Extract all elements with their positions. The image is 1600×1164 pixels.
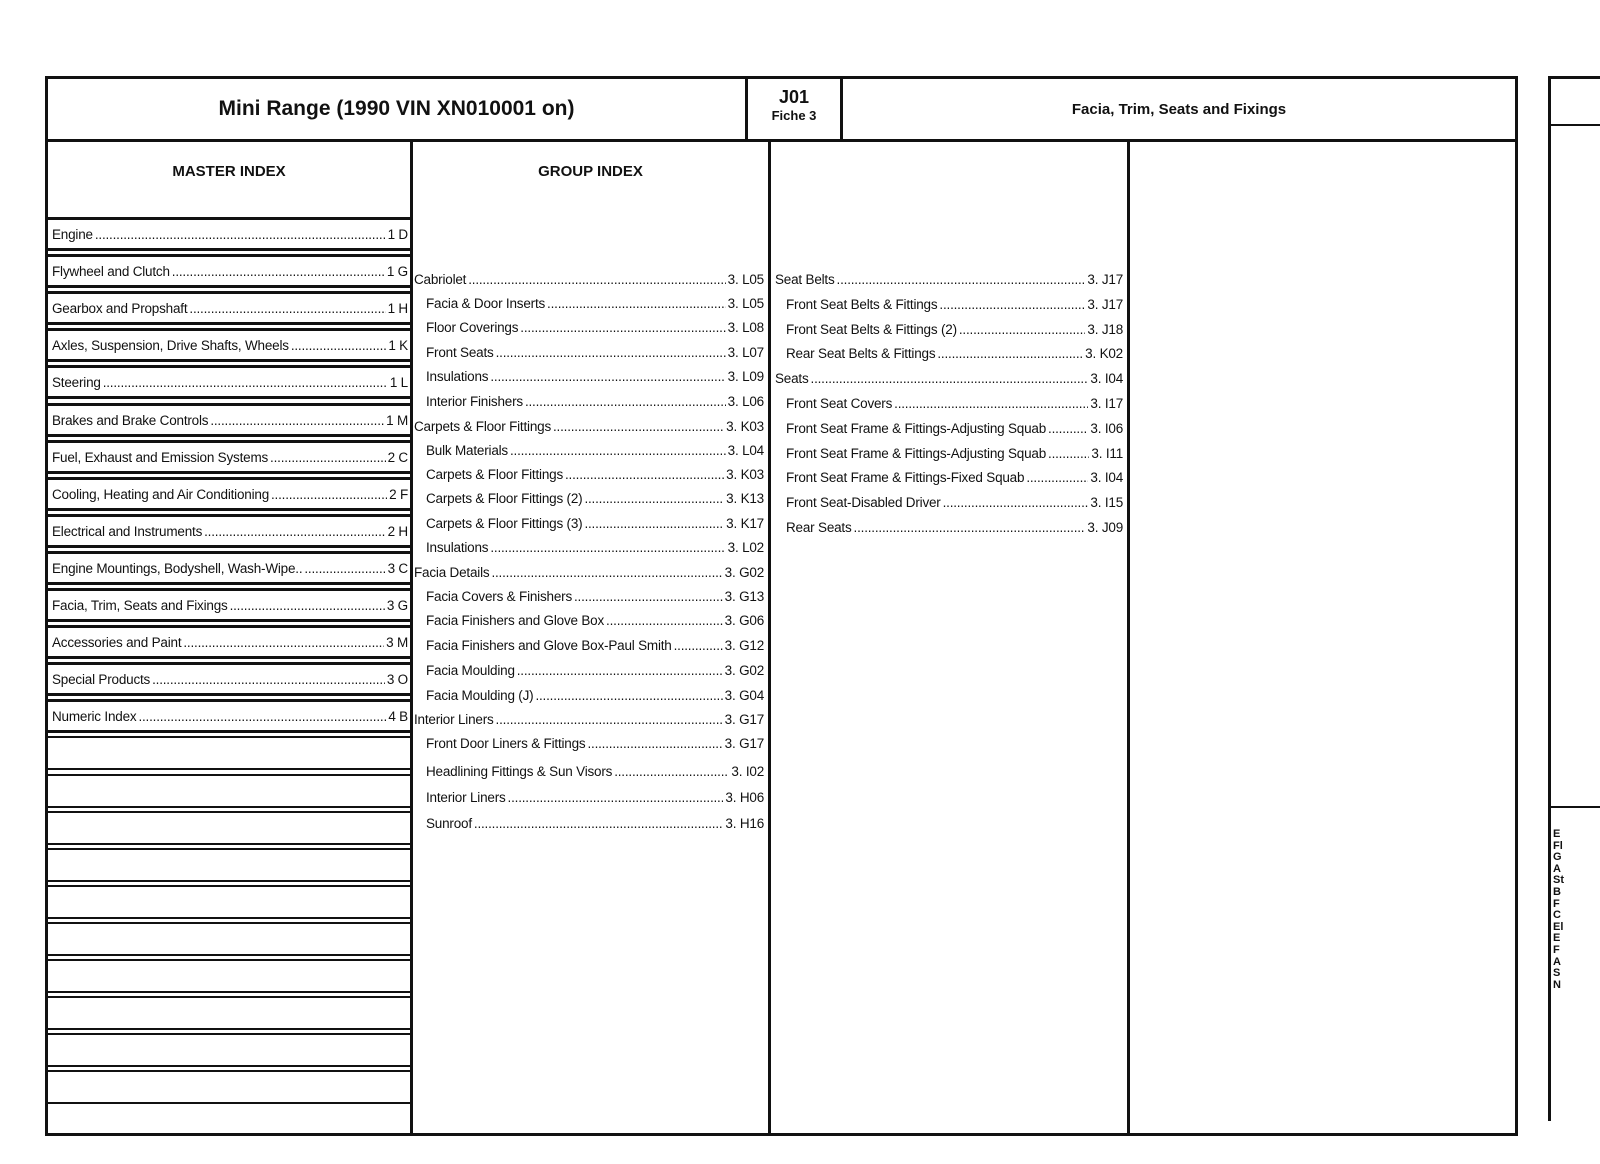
entry-label: Flywheel and Clutch xyxy=(52,264,170,280)
group-index-entry[interactable] xyxy=(426,816,764,831)
group-index-entry[interactable] xyxy=(786,495,1123,510)
adjacent-page-text: A xyxy=(1553,862,1561,875)
group-index-entry[interactable] xyxy=(414,565,764,580)
dot-leader xyxy=(172,264,385,279)
entry-label: Insulations xyxy=(426,540,489,555)
adjacent-page-text: G xyxy=(1553,851,1562,864)
dot-leader xyxy=(584,516,724,531)
adjacent-page-rule xyxy=(1548,124,1600,126)
entry-label: Cabriolet xyxy=(414,272,467,287)
group-index-entry[interactable] xyxy=(426,589,764,604)
dot-leader xyxy=(270,450,386,465)
dot-leader xyxy=(517,663,723,678)
fiche-code-box xyxy=(745,79,843,139)
group-index-entry[interactable] xyxy=(426,491,764,506)
group-index-entry[interactable] xyxy=(426,663,764,678)
entry-label: Facia Moulding (J) xyxy=(426,688,534,703)
adjacent-page-text: Fl xyxy=(1553,839,1563,852)
entry-label: Seat Belts xyxy=(775,272,835,287)
dot-leader xyxy=(1048,446,1089,461)
adjacent-page-text: A xyxy=(1553,955,1561,968)
group-index-entry[interactable] xyxy=(786,346,1123,361)
entry-ref: 1 D xyxy=(387,227,408,242)
entry-ref: 3. I11 xyxy=(1091,445,1123,461)
entry-ref: 3 G xyxy=(386,598,408,613)
entry-ref: 3. L05 xyxy=(727,296,764,311)
entry-ref: 3. G17 xyxy=(724,736,764,751)
dot-leader xyxy=(943,495,1089,510)
entry-ref: 3. H16 xyxy=(725,816,764,831)
master-index-empty-row xyxy=(48,774,413,808)
fiche-label: Fiche 3 xyxy=(771,108,817,123)
group-index-entry[interactable] xyxy=(426,394,764,409)
dot-leader xyxy=(496,345,726,360)
group-index-entry[interactable] xyxy=(426,296,764,311)
entry-label: Bulk Materials xyxy=(426,443,508,458)
entry-label: Interior Liners xyxy=(414,712,494,727)
entry-label: Carpets & Floor Fittings xyxy=(426,467,563,482)
dot-leader xyxy=(496,712,723,727)
master-index-entry[interactable] xyxy=(52,709,408,724)
group-index-entry[interactable] xyxy=(426,443,764,458)
entry-label: Headlining Fittings & Sun Visors xyxy=(426,764,613,779)
dot-leader xyxy=(204,524,385,539)
entry-label: Facia Covers & Finishers xyxy=(426,589,572,604)
adjacent-page-text: F xyxy=(1553,944,1560,956)
adjacent-page-text: N xyxy=(1553,978,1561,991)
group-index-entry[interactable] xyxy=(426,613,764,628)
entry-label: Engine Mountings, Bodyshell, Wash-Wipe.. xyxy=(52,560,303,576)
dot-leader xyxy=(937,346,1083,361)
adjacent-page-text: B xyxy=(1553,886,1561,898)
master-index-empty-row xyxy=(48,848,413,882)
group-index-entry[interactable] xyxy=(426,540,764,555)
master-index-entry[interactable] xyxy=(52,301,408,316)
entry-label: Front Seat Frame & Fittings-Fixed Squab xyxy=(786,470,1025,486)
entry-ref: 3. G12 xyxy=(724,638,764,653)
dot-leader xyxy=(584,491,724,506)
entry-ref: 3. G02 xyxy=(724,663,764,678)
dot-leader xyxy=(520,320,725,335)
dot-leader xyxy=(939,297,1085,312)
master-index-empty-row xyxy=(48,1070,413,1104)
entry-ref: 1 M xyxy=(386,412,408,428)
group-index-entry[interactable] xyxy=(414,419,764,434)
entry-ref: 3. L04 xyxy=(727,443,764,458)
entry-ref: 3 O xyxy=(386,672,408,688)
entry-label: Facia, Trim, Seats and Fixings xyxy=(52,598,228,613)
adjacent-page-text: El xyxy=(1553,920,1564,933)
entry-ref: 1 K xyxy=(388,338,408,354)
entry-label: Front Seat Belts & Fittings xyxy=(786,296,938,312)
adjacent-page-rule xyxy=(1548,806,1600,808)
group-index-entry[interactable] xyxy=(414,712,764,727)
group-index-entry[interactable] xyxy=(786,421,1123,436)
entry-label: Carpets & Floor Fittings (3) xyxy=(426,516,583,531)
entry-ref: 3. G17 xyxy=(724,712,764,727)
entry-label: Special Products xyxy=(52,672,151,688)
master-index-entry[interactable] xyxy=(52,227,408,242)
master-index-empty-row xyxy=(48,736,413,770)
master-index-entry[interactable] xyxy=(52,375,408,390)
master-index-empty-row xyxy=(48,811,413,845)
master-index-empty-row xyxy=(48,959,413,993)
group-index-entry[interactable] xyxy=(775,272,1123,287)
column-divider-3 xyxy=(1127,142,1130,1133)
entry-label: Facia Finishers and Glove Box-Paul Smith xyxy=(426,638,672,653)
entry-label: Carpets & Floor Fittings xyxy=(414,419,551,434)
entry-ref: 3. L05 xyxy=(727,272,764,287)
master-index-entry[interactable] xyxy=(52,338,408,353)
entry-ref: 3. K03 xyxy=(726,419,764,434)
page-title: Mini Range (1990 VIN XN010001 on) xyxy=(218,97,575,120)
entry-label: Front Seat Belts & Fittings (2) xyxy=(786,321,957,337)
master-index-entry[interactable] xyxy=(52,672,408,687)
entry-ref: 3. K03 xyxy=(726,467,764,482)
dot-leader xyxy=(474,816,724,831)
entry-label: Accessories and Paint xyxy=(52,635,182,651)
entry-label: Fuel, Exhaust and Emission Systems xyxy=(52,449,269,465)
dot-leader xyxy=(606,613,723,628)
adjacent-page-text: E xyxy=(1553,828,1561,840)
group-index-entry[interactable] xyxy=(426,736,764,751)
dot-leader xyxy=(468,272,725,287)
entry-ref: 3. I04 xyxy=(1090,371,1123,387)
entry-label: Front Seat Covers xyxy=(786,396,893,411)
entry-ref: 3 M xyxy=(386,635,408,651)
entry-ref: 3. K17 xyxy=(726,516,764,531)
dot-leader xyxy=(1048,421,1088,436)
master-index-entry[interactable] xyxy=(52,413,408,428)
entry-ref: 3. L09 xyxy=(727,369,764,384)
entry-ref: 1 H xyxy=(387,301,408,317)
entry-label: Electrical and Instruments xyxy=(52,523,203,539)
dot-leader xyxy=(183,635,384,650)
master-index-entry[interactable] xyxy=(52,635,408,650)
entry-ref: 3. H06 xyxy=(725,790,764,805)
group-index-entry[interactable] xyxy=(426,764,764,779)
entry-label: Axles, Suspension, Drive Shafts, Wheels xyxy=(52,338,289,354)
entry-label: Interior Finishers xyxy=(426,394,523,409)
dot-leader xyxy=(959,322,1086,337)
entry-ref: 4 B xyxy=(388,709,408,725)
entry-label: Facia & Door Inserts xyxy=(426,296,546,311)
entry-label: Rear Seats xyxy=(786,520,852,535)
entry-ref: 1 G xyxy=(386,264,408,280)
dot-leader xyxy=(811,371,1089,386)
adjacent-page-text: F xyxy=(1553,897,1560,910)
entry-label: Numeric Index xyxy=(52,709,137,725)
master-index-empty-row xyxy=(48,1033,413,1067)
group-index-entry[interactable] xyxy=(426,516,764,531)
entry-ref: 3. L07 xyxy=(727,345,764,360)
entry-ref: 3. K13 xyxy=(726,491,764,506)
entry-ref: 3. J17 xyxy=(1087,296,1123,312)
dot-leader xyxy=(508,790,724,805)
master-index-entry[interactable] xyxy=(52,450,408,465)
group-index-entry[interactable] xyxy=(426,790,764,805)
entry-ref: 3. I17 xyxy=(1090,396,1123,411)
dot-leader xyxy=(210,413,384,428)
group-index-entry[interactable] xyxy=(414,272,764,287)
entry-ref: 3. L02 xyxy=(727,540,764,555)
entry-ref: 2 C xyxy=(387,449,408,465)
dot-leader xyxy=(1026,470,1088,485)
entry-label: Seats xyxy=(775,371,809,387)
entry-label: Front Seat-Disabled Driver xyxy=(786,495,941,511)
page-code: J01 xyxy=(778,87,810,107)
entry-label: Facia Finishers and Glove Box xyxy=(426,613,605,628)
dot-leader xyxy=(525,394,726,409)
entry-ref: 3. I02 xyxy=(731,764,764,779)
dot-leader xyxy=(837,272,1086,287)
entry-ref: 3. I04 xyxy=(1090,470,1123,486)
dot-leader xyxy=(587,736,722,751)
entry-label: Sunroof xyxy=(426,816,472,831)
dot-leader xyxy=(510,443,726,458)
dot-leader xyxy=(490,540,725,555)
dot-leader xyxy=(553,419,724,434)
group-index-entry[interactable] xyxy=(426,688,764,703)
entry-ref: 3. I06 xyxy=(1090,420,1123,436)
master-index-entry[interactable] xyxy=(52,598,408,613)
dot-leader xyxy=(189,301,385,316)
group-index-entry[interactable] xyxy=(786,396,1123,411)
dot-leader xyxy=(490,369,725,384)
entry-label: Engine xyxy=(52,227,93,242)
dot-leader xyxy=(491,565,722,580)
group-index-entry[interactable] xyxy=(426,320,764,335)
adjacent-page-text: St xyxy=(1553,874,1564,887)
entry-ref: 3. J09 xyxy=(1087,520,1123,535)
section-title: Facia, Trim, Seats and Fixings xyxy=(1071,100,1287,118)
entry-ref: 3. G13 xyxy=(724,589,764,604)
entry-ref: 3. I15 xyxy=(1090,495,1123,511)
group-index-entry[interactable] xyxy=(426,369,764,384)
master-index-entry[interactable] xyxy=(52,524,408,539)
dot-leader xyxy=(535,688,722,703)
dot-leader xyxy=(674,638,723,653)
dot-leader xyxy=(152,672,385,687)
dot-leader xyxy=(138,709,386,724)
entry-label: Carpets & Floor Fittings (2) xyxy=(426,491,583,506)
entry-ref: 3 C xyxy=(387,560,408,576)
group-index-heading: GROUP INDEX xyxy=(538,163,643,180)
entry-label: Floor Coverings xyxy=(426,320,519,335)
entry-ref: 2 F xyxy=(389,486,408,502)
group-index-entry[interactable] xyxy=(786,322,1123,337)
group-index-entry[interactable] xyxy=(786,297,1123,312)
adjacent-page-text: E xyxy=(1553,932,1561,945)
dot-leader xyxy=(95,227,386,242)
group-index-entry[interactable] xyxy=(786,520,1123,535)
entry-label: Rear Seat Belts & Fittings xyxy=(786,346,936,362)
adjacent-page-text: C xyxy=(1553,909,1561,922)
entry-label: Facia Details xyxy=(414,565,490,580)
entry-label: Front Seats xyxy=(426,345,494,360)
master-index-entry[interactable] xyxy=(52,487,408,502)
entry-label: Insulations xyxy=(426,369,489,384)
adjacent-page-text: S xyxy=(1553,967,1561,980)
entry-label: Facia Moulding xyxy=(426,663,515,678)
master-index-empty-row xyxy=(48,885,413,919)
group-index-entry[interactable] xyxy=(426,345,764,360)
entry-label: Interior Liners xyxy=(426,790,506,805)
dot-leader xyxy=(574,589,723,604)
group-index-entry[interactable] xyxy=(786,470,1123,485)
column-divider-2 xyxy=(768,142,771,1133)
entry-ref: 2 H xyxy=(387,523,408,539)
entry-ref: 3. L06 xyxy=(727,394,764,409)
dot-leader xyxy=(103,375,388,390)
dot-leader xyxy=(614,764,729,779)
entry-label: Brakes and Brake Controls xyxy=(52,412,209,428)
index-sheet xyxy=(45,76,1518,1136)
entry-ref: 3. J18 xyxy=(1087,321,1123,337)
entry-ref: 3. G02 xyxy=(724,565,764,580)
header-divider xyxy=(48,139,1515,142)
entry-label: Cooling, Heating and Air Conditioning xyxy=(52,486,269,502)
entry-ref: 1 L xyxy=(389,375,408,391)
dot-leader xyxy=(291,338,387,353)
group-index-entry[interactable] xyxy=(775,371,1123,386)
master-index-empty-row xyxy=(48,996,413,1030)
entry-ref: 3. J17 xyxy=(1087,272,1123,287)
group-index-entry[interactable] xyxy=(426,638,764,653)
entry-ref: 3. L08 xyxy=(727,320,764,335)
master-index-entry[interactable] xyxy=(52,561,408,576)
entry-ref: 3. K02 xyxy=(1085,346,1123,362)
adjacent-page-edge xyxy=(1548,76,1600,1121)
group-index-entry[interactable] xyxy=(426,467,764,482)
master-index-entry[interactable] xyxy=(52,264,408,279)
dot-leader xyxy=(547,296,726,311)
dot-leader xyxy=(271,487,387,502)
dot-leader xyxy=(565,467,724,482)
master-index-heading: MASTER INDEX xyxy=(172,163,286,180)
dot-leader xyxy=(304,561,385,576)
entry-label: Front Seat Frame & Fittings-Adjusting Squab xyxy=(786,445,1047,461)
dot-leader xyxy=(230,598,385,613)
entry-label: Front Door Liners & Fittings xyxy=(426,736,586,751)
dot-leader xyxy=(854,520,1086,535)
entry-ref: 3. G06 xyxy=(724,613,764,628)
master-index-empty-row xyxy=(48,922,413,956)
entry-ref: 3. G04 xyxy=(724,688,764,703)
dot-leader xyxy=(894,396,1088,411)
group-index-entry[interactable] xyxy=(786,446,1123,461)
entry-label: Gearbox and Propshaft xyxy=(52,301,188,317)
entry-label: Steering xyxy=(52,375,101,391)
entry-label: Front Seat Frame & Fittings-Adjusting Squab xyxy=(786,420,1047,436)
